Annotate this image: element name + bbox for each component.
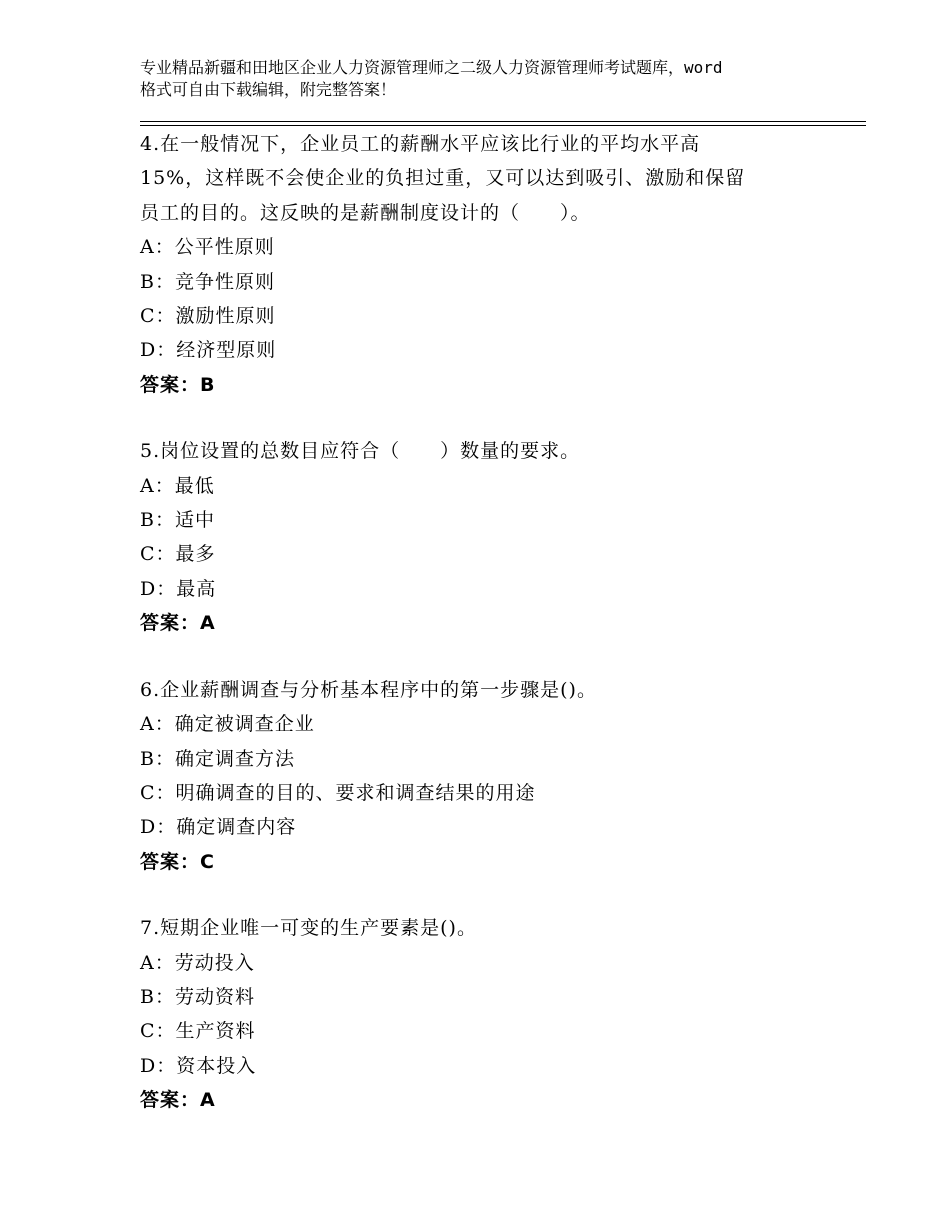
question-5 — [140, 434, 840, 640]
option-a: A：最低 — [140, 474, 215, 497]
option-d: D：经济型原则 — [140, 339, 277, 362]
option-c: C：最多 — [140, 543, 216, 566]
answer-label: 答案：A — [140, 612, 216, 635]
option-a: A：确定被调查企业 — [140, 713, 315, 736]
header-double-rule — [140, 121, 866, 126]
question-6 — [140, 673, 840, 879]
question-list — [140, 127, 840, 1150]
question-stem-line: 4.在一般情况下，企业员工的薪酬水平应该比行业的平均水平高 — [140, 133, 701, 155]
question-stem-line: 15%，这样既不会使企业的负担过重，又可以达到吸引、激励和保留 — [140, 167, 746, 190]
option-d: D：资本投入 — [140, 1054, 257, 1077]
document-header — [140, 57, 840, 101]
option-a: A：公平性原则 — [140, 236, 275, 259]
option-b: B：确定调查方法 — [140, 747, 295, 770]
answer-label: 答案：C — [140, 850, 215, 873]
question-stem-line: 员工的目的。这反映的是薪酬制度设计的（ ）。 — [140, 201, 591, 224]
header-line-2: 格式可自由下载编辑，附完整答案！ — [140, 80, 397, 99]
option-d: D：确定调查内容 — [140, 816, 297, 839]
answer-label: 答案：B — [140, 373, 216, 396]
question-stem-line: 6.企业薪酬调查与分析基本程序中的第一步骤是()。 — [140, 678, 597, 701]
option-b: B：竞争性原则 — [140, 270, 275, 293]
question-stem-line: 7.短期企业唯一可变的生产要素是()。 — [140, 917, 477, 940]
option-b: B：劳动资料 — [140, 985, 255, 1008]
option-c: C：激励性原则 — [140, 305, 276, 328]
option-d: D：最高 — [140, 577, 217, 600]
header-line-1: 专业精品新疆和田地区企业人力资源管理师之二级人力资源管理师考试题库，word — [140, 58, 723, 77]
option-b: B：适中 — [140, 509, 215, 532]
option-c: C：生产资料 — [140, 1020, 256, 1043]
question-stem-line: 5.岗位设置的总数目应符合（ ）数量的要求。 — [140, 440, 581, 463]
answer-label: 答案：A — [140, 1089, 216, 1112]
option-c: C：明确调查的目的、要求和调查结果的用途 — [140, 781, 536, 804]
question-4 — [140, 127, 840, 402]
option-a: A：劳动投入 — [140, 951, 255, 974]
question-7 — [140, 911, 840, 1117]
